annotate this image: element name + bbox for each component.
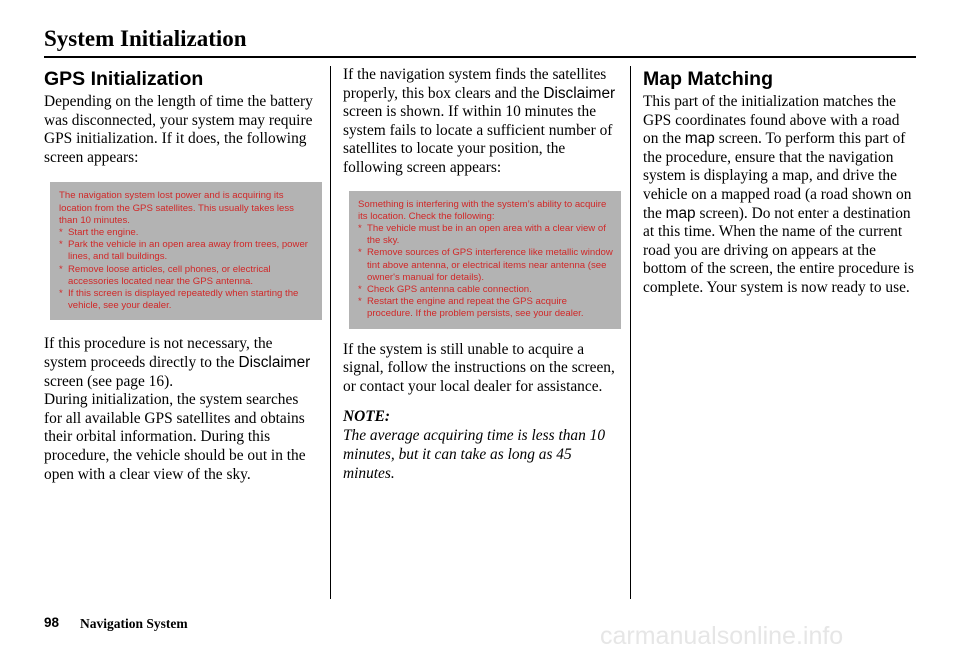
map-term: map [684,130,715,148]
list-item-text: Remove loose articles, cell phones, or electrical accessories located near the GPS antenna. [68,263,271,287]
list-item [59,227,314,239]
initialization-paragraph: During initialization, the system searches for all available GPS satellites and obtains their orbital information. During this procedure, the vehicle should be out in the open with a clear view of the sky. [44,391,306,483]
column-divider [330,66,331,599]
list-item [59,288,314,312]
asterisk-bullet: * [358,283,362,295]
text-run: If the navigation system finds the satellites properly, this box clears and the [343,66,607,102]
box-bullet-list [358,223,613,321]
disclaimer-term: Disclaimer [238,354,311,371]
column-satellites [343,66,618,483]
interference-screen-box [349,191,621,329]
list-item-text: Restart the engine and repeat the GPS acquire procedure. If the problem persists, see your dealer. [367,296,584,320]
map-matching-paragraph [643,93,918,298]
list-item-text: Park the vehicle in an open area away from trees, power lines, and tall buildings. [68,239,308,263]
list-item-text: If this screen is displayed repeatedly when starting the vehicle, see your dealer. [68,288,299,312]
asterisk-bullet: * [59,239,63,251]
box-intro-text: Something is interfering with the system’s ability to acquire its location. Check the following: [358,198,607,222]
list-item [59,239,314,263]
column-gps-initialization [44,66,316,484]
text-run: If this procedure is not necessary, the system proceeds directly to the [44,335,273,371]
footer-label: Navigation System [80,616,188,631]
section-heading-gps-initialization: GPS Initialization [44,68,204,90]
section-heading-map-matching: Map Matching [643,68,773,90]
asterisk-bullet: * [358,222,362,234]
asterisk-bullet: * [59,288,63,299]
text-run: This part of the initialization matches the GPS coordinates found above with a road on the [643,93,900,148]
disclaimer-term: Disclaimer [543,84,616,102]
text-run: screen (see page 16). [44,372,174,390]
disclaimer-paragraph [44,335,316,391]
column-divider [630,66,631,599]
list-item-text: The vehicle must be in an open area with a clear view of the sky. [367,222,606,247]
note-label: NOTE: [343,408,391,426]
page-title: System Initialization [44,26,247,51]
list-item [59,264,314,288]
list-item-text: Check GPS antenna cable connection. [367,283,532,295]
asterisk-bullet: * [358,247,362,259]
list-item-text: Start the engine. [68,226,139,238]
column-map-matching [643,66,918,298]
text-run: screen). Do not enter a destination at this time. When the name of the current road you are driving on appears at the bottom of the screen, the entire procedure is complete. Your system is now ready to use. [643,204,914,296]
unable-to-acquire-paragraph: If the system is still unable to acquire a signal, follow the instructions on the screen, or contact your local dealer for assistance. [343,340,615,395]
box-intro-text: The navigation system lost power and is acquiring its location from the GPS satellites. This usually takes less than 10 minutes. [59,190,294,226]
map-term: map [665,204,696,222]
list-item [358,247,613,284]
intro-paragraph: Depending on the length of time the battery was disconnected, your system may require GPS initialization. If it does, the following screen appears: [44,93,313,166]
list-item [358,223,613,247]
satellites-paragraph [343,66,618,178]
asterisk-bullet: * [59,226,63,238]
list-item-text: Remove sources of GPS interference like metallic window tint above antenna, or electrical items near antenna (see owner's manual for details). [367,247,613,283]
page-number: 98 [44,615,60,630]
title-rule [44,56,916,58]
asterisk-bullet: * [59,263,63,275]
text-run: screen. To perform this part of the procedure, ensure that the navigation system is displaying a map, and drive the vehicle on a mapped road (a road shown on the [643,130,912,222]
note-text: The average acquiring time is less than 10 minutes, but it can take as long as 45 minutes. [343,427,606,482]
list-item [358,284,613,296]
asterisk-bullet: * [358,296,362,308]
text-run: screen is shown. If within 10 minutes the system fails to locate a sufficient number of satellites to locate your position, the following screen appears: [343,103,613,176]
list-item [358,296,613,320]
lost-power-screen-box [50,182,322,320]
watermark: carmanualsonline.info [600,622,844,650]
box-bullet-list [59,227,314,312]
